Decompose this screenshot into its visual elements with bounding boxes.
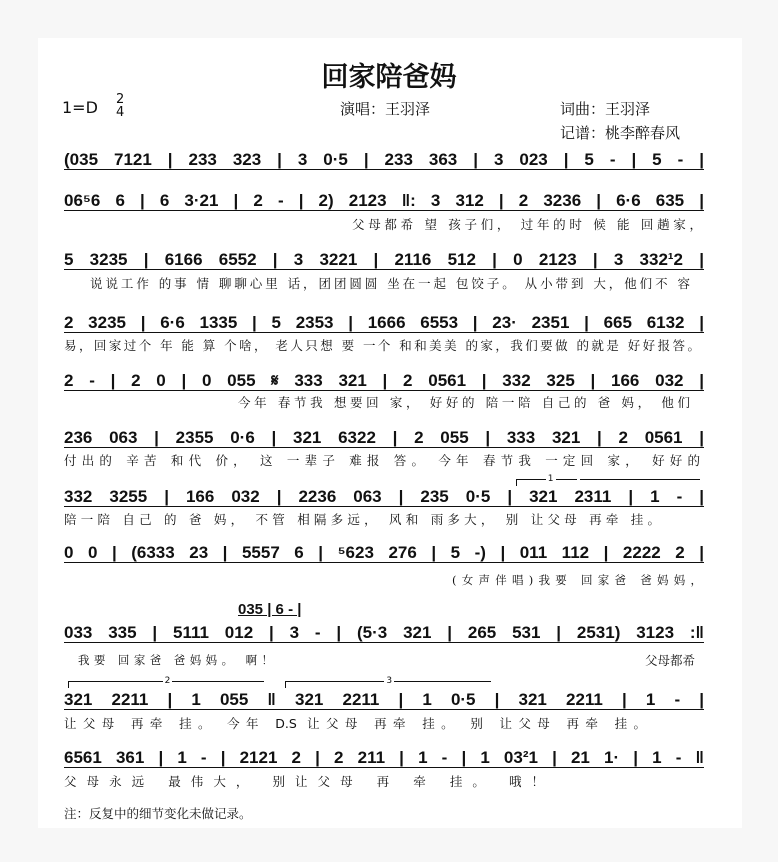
volta-1-extension bbox=[580, 479, 700, 486]
lyrics-row-7: 陪一陪 自己 的 爸 妈， 不管 相隔多远， 风和 雨多大， 别 让父母 再牵 挂。 bbox=[64, 512, 660, 527]
notes-row-9: 033 335 | 5111 012 | 3 - | (5·3 321 | 265 531 | 2531) 3123 :‖ bbox=[64, 623, 704, 642]
notes-row-11: 6561 361 | 1 - | 2121 2 | 2 211 | 1 - | 1 03²1 | 21 1· | 1 - ‖ bbox=[64, 748, 704, 767]
notes-row-3: 5 3235 | 6166 6552 | 3 3221 | 2116 512 | 0 2123 | 3 332¹2 | bbox=[64, 250, 704, 269]
volta-1-label: 1 bbox=[547, 474, 554, 484]
time-signature bbox=[116, 93, 124, 119]
lyrics-row-11: 父母永远 最伟大， 别让父母 再 牵 挂。 哦！ bbox=[64, 774, 544, 789]
lyrics-row-4: 易，回家过个 年 能 算 个啥， 老人只想 要 一个 和和美美 的家，我们要做 的就是 好好报答。 bbox=[64, 338, 700, 353]
key-signature: 1=D bbox=[62, 98, 98, 117]
volta-2-label: 2 bbox=[164, 676, 171, 686]
notes-row-4: 2 3235 | 6·6 1335 | 5 2353 | 1666 6553 | 23· 2351 | 665 6132 | bbox=[64, 313, 704, 332]
notes-row-8: 0 0 | (6333 23 | 5557 6 | ⁵623 276 | 5 -) | 011 112 | 2222 2 | bbox=[64, 543, 704, 562]
notes-row-5: 2 - | 2 0 | 0 055 𝄋 333 321 | 2 0561 | 332 325 | 166 032 | bbox=[64, 371, 704, 390]
lyrics-row-10: 让父母 再牵 挂。 今年 D.S 让父母 再牵 挂。 别 让父母 再牵 挂。 bbox=[64, 716, 646, 731]
volta-3-label: 3 bbox=[386, 676, 393, 686]
volta-1-bracket bbox=[516, 474, 577, 486]
composer: 词曲：王羽泽 bbox=[560, 100, 651, 118]
notes-row-2: 06⁵6 6 | 6 3·21 | 2 - | 2) 2123 ‖: 3 312 | 2 3236 | 6·6 635 | bbox=[64, 191, 704, 210]
lyrics-row-5: 今年 春节我 想要回 家， 好好的 陪一陪 自己的 爸 妈， 他们 bbox=[238, 395, 690, 410]
volta-2-bracket bbox=[68, 676, 264, 688]
singer: 演唱：王羽泽 bbox=[340, 100, 431, 118]
lyrics-row-8: (女声伴唱)我要 回家爸 爸妈妈， bbox=[452, 573, 702, 587]
lyrics-row-2: 父母都希 望 孩子们， 过年的时 候 能 回趟家， bbox=[352, 217, 702, 232]
lyrics-row-6: 付出的 辛苦 和代 价， 这 一辈子 难报 答。 今年 春节我 一定回 家， 好好的 bbox=[64, 453, 700, 468]
volta-3-bracket bbox=[285, 676, 491, 688]
footnote: 注：反复中的细节变化未做记录。 bbox=[64, 806, 252, 821]
time-bottom: 4 bbox=[116, 105, 125, 120]
notes-row-1: (035 7121 | 233 323 | 3 0·5 | 233 363 | 3 023 | 5 - | 5 - | bbox=[64, 150, 704, 169]
lyrics-row-9: 我要 回家爸 爸妈妈。 啊！ bbox=[78, 653, 273, 667]
lyrics-row-3: 说说工作 的事 情 聊聊心里 话，团团圆圆 坐在一起 包饺子。 从小带到 大，他们不 容 bbox=[90, 276, 690, 291]
transcriber: 记谱：桃李醉春风 bbox=[560, 124, 681, 142]
ossia-notes: 035 | 6 - | bbox=[238, 601, 302, 618]
song-title: 回家陪爸妈 bbox=[321, 62, 457, 93]
lyrics-row-9-end: 父母都希 bbox=[645, 653, 696, 668]
notes-row-6: 236 063 | 2355 0·6 | 321 6322 | 2 055 | 333 321 | 2 0561 | bbox=[64, 428, 704, 447]
notes-row-10: 321 2211 | 1 055 ‖ 321 2211 | 1 0·5 | 321 2211 | 1 - | bbox=[64, 690, 704, 709]
notes-row-7: 332 3255 | 166 032 | 2236 063 | 235 0·5 | 321 2311 | 1 - | bbox=[64, 487, 704, 506]
time-top: 2 bbox=[116, 92, 125, 107]
